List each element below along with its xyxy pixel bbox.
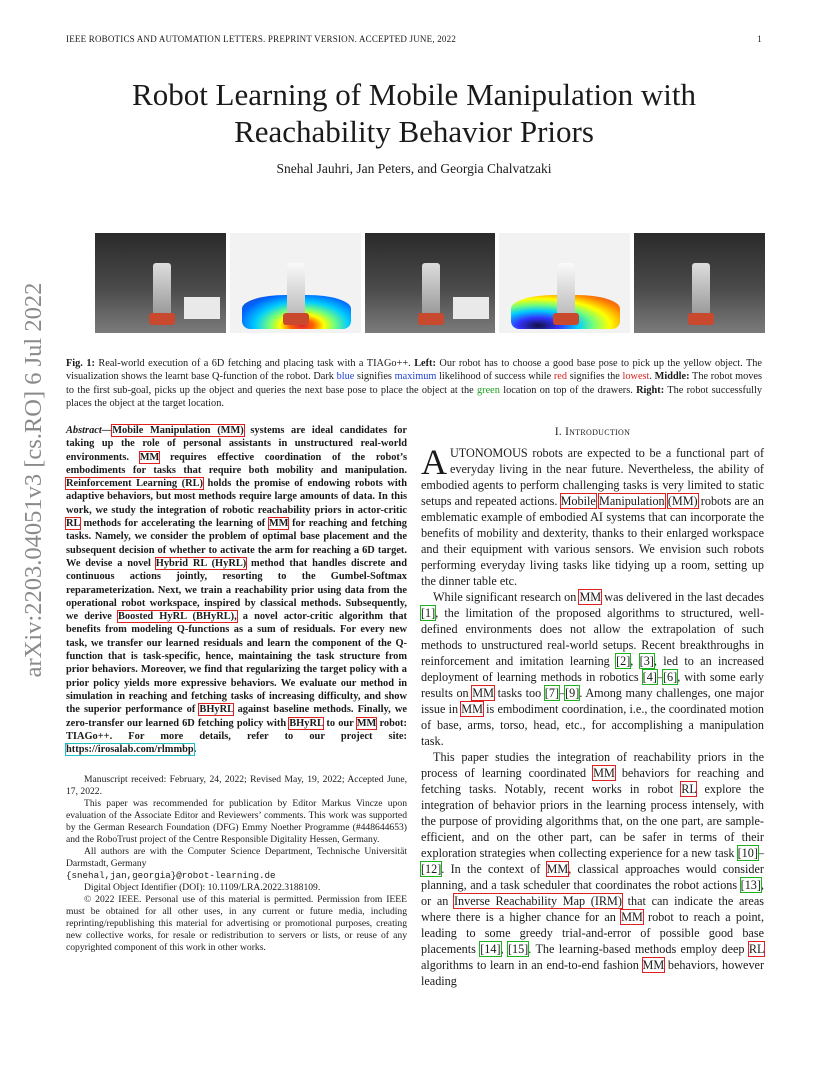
- intro-paragraph-3: This paper studies the integration of reachability priors in the process of learning coordinated MM behaviors for reaching and fetching tasks. Notably, recent works in robot RL explore the integration of behavior priors in the learning process intensely, with the purpose of providing algorithms that, on the one part, are sample-efficient, and on the other part, can be safer in terms of their exploration strategies when collecting experience for a new task [10]–[12]. In the context of MM, classical approaches would consider planning, and a task scheduler that coordinates the robot actions [13], or an Inverse Reachability Map (IRM) that can indicate the areas where there is a higher chance for an MM robot to reach a point, leading to some greedy trial-and-error of possible good base placements [14], [15]. The learning-based methods employ deep RL algorithms to learn in an end-to-end fashion MM behaviors, however leading: [421, 750, 765, 988]
- footnote-copyright: © 2022 IEEE. Personal use of this material is permitted. Permission from IEEE must be obtained for all other uses, in any current or future media, including reprinting/republishing this material for advertising or promotional purposes, creating new collective works, for resale or redistribution to servers or lists, or reuse of any copyrighted component of this work in other works.: [66, 894, 407, 954]
- project-url-link[interactable]: https://irosalab.com/rlmmbp: [66, 744, 194, 756]
- link-rl[interactable]: RL: [66, 518, 80, 530]
- arxiv-stamp: [6, 282, 62, 678]
- page-number: 1: [757, 34, 762, 44]
- citation-3[interactable]: [3]: [639, 654, 654, 668]
- title-line-1: Robot Learning of Mobile Manipulation with: [132, 77, 696, 112]
- paper-title: [66, 76, 762, 150]
- link-mm[interactable]: MM: [461, 702, 483, 716]
- footnote-recommended: This paper was recommended for publication by Editor Markus Vincze upon evaluation of the Associate Editor and Reviewers’ comments. This work was supported by the German Research Foundation (DFG) Emmy Noether Programme (#448644653) and the RoboTrust project of the Centre Responsible Digitality Hessen, Germany.: [66, 798, 407, 846]
- citation-1[interactable]: [1]: [421, 606, 436, 620]
- abstract: Abstract—Mobile Manipulation (MM) systems are ideal candidates for taking up the role of personal assistants in unstructured real-world environments. MM requires effective coordination of the robot’s embodiments for tasks that require both mobility and manipulation. Reinforcement Learning (RL) holds the promise of endowing robots with adaptive behaviors, but most methods require large amounts of data. In this work, we study the integration of robotic reachability priors in actor-critic RL methods for accelerating the learning of MM for reaching and fetching tasks. Namely, we consider the problem of optimal base placement and the subsequent decision of whether to activate the arm for reaching a 6D target. We devise a novel Hybrid RL (HyRL) method that handles discrete and continuous actions jointly, resorting to the Gumbel-Softmax reparameterization. Next, we train a reachability prior using data from the operational robot workspace, inspired by classical methods. Subsequently, we derive Boosted HyRL (BHyRL), a novel actor-critic algorithm that benefits from modeling Q-functions as a sum of residuals. For every new task, we transfer our learned residuals and learn the component of the Q-function that is task-specific, hence, maintaining the task structure from prior behaviors. Moreover, we find that regularizing the target policy with a prior policy yields more expressive behaviors. We evaluate our method in simulation in reaching and fetching tasks of increasing difficulty, and show the superior performance of BHyRL against baseline methods. Finally, we zero-transfer our learned 6D fetching policy with BHyRL to our MM robot: TIAGo++. For more details, refer to our project site: https://irosalab.com/rlmmbp.: [66, 425, 407, 756]
- left-column: [66, 424, 407, 954]
- photo-right-real-robot: [634, 233, 765, 333]
- citation-7[interactable]: [7]: [544, 686, 560, 700]
- citation-6[interactable]: [6]: [662, 670, 678, 684]
- intro-paragraph-1: AUTONOMOUS robots are expected to be a functional part of everyday living in the near future. Nevertheless, the ability of embodied agents to perform challenging tasks is very limited to static setups and repeated actions. Mobile Manipulation (MM) robots are an emblematic example of embodied AI systems that can incorporate the benefits of mobility and dexterity, thanks to their enlarged workspace and their equipment with various sensors. We envision such robots performing everyday living tasks like tidying up a room, setting up the dinner table etc.: [421, 442, 764, 588]
- citation-15[interactable]: [15]: [507, 942, 529, 956]
- arxiv-id: arXiv:2203.04051v3 [cs.RO] 6 Jul 2022: [20, 282, 47, 678]
- citation-10[interactable]: [10]: [737, 846, 758, 860]
- link-mm[interactable]: MM: [593, 766, 615, 780]
- link-mm-acronym[interactable]: Manipulation: [598, 494, 665, 508]
- author-list: Snehal Jauhri, Jan Peters, and Georgia Chalvatzaki: [276, 161, 552, 176]
- link-mm[interactable]: MM: [139, 451, 160, 463]
- link-bhyrl[interactable]: BHyRL: [289, 717, 324, 729]
- link-hyrl-acronym[interactable]: Hybrid RL (HyRL): [155, 557, 247, 569]
- footnote-received: Manuscript received: February, 24, 2022; Revised May, 19, 2022; Accepted June, 17, 2022.: [66, 774, 407, 798]
- photo-left-real-robot: [95, 233, 226, 333]
- link-mm-acronym[interactable]: Mobile Manipulation (MM): [112, 425, 244, 436]
- link-mm-acronym[interactable]: (MM): [667, 494, 698, 508]
- sim-left-qmap: [230, 233, 361, 333]
- link-mm[interactable]: MM: [546, 862, 569, 876]
- photo-middle-real-robot: [365, 233, 496, 333]
- citation-13[interactable]: [13]: [740, 878, 761, 892]
- link-mm[interactable]: MM: [356, 717, 377, 729]
- intro-paragraph-2: While significant research on MM was delivered in the last decades [1], the limitation of the proposed algorithms to structured, well-defined environments does not allow the extrapolation of such methods to unstructured real-world setups. Recent breakthroughs in reinforcement and imitation learning [2], [3], led to an increased deployment of learning methods in robotics [4]–[6], with some early results on MM tasks too [7]–[9]. Among many challenges, one major issue in MM is embodiment coordination, i.e., the coordinated motion of base, arms, torso, head, etc., for accomplishing a manipulation task.: [421, 590, 765, 748]
- citation-14[interactable]: [14]: [480, 942, 501, 956]
- footnotes: [66, 774, 407, 954]
- fig-label: Fig. 1:: [66, 358, 95, 369]
- figure-1: [95, 233, 765, 333]
- sim-right-qmap: [499, 233, 630, 333]
- citation-9[interactable]: [9]: [565, 686, 580, 700]
- running-header: [66, 34, 762, 44]
- title-line-2: Reachability Behavior Priors: [234, 114, 594, 149]
- figure-caption: Fig. 1: Real-world execution of a 6D fetching and placing task with a TIAGo++. Left: Our robot has to choose a good base pose to pick up the yellow object. The visualization shows the learnt base Q-function of the robot. Dark blue signifies maximum likelihood of success while red signifies the lowest. Middle: The robot moves to the first sub-goal, picks up the object and queries the next base pose to place the object at the green location on top of the drawers. Right: The robot successfully places the object at the target location.: [66, 358, 763, 410]
- citation-4[interactable]: [4]: [642, 670, 657, 684]
- link-mm[interactable]: MM: [268, 518, 289, 530]
- link-mm[interactable]: MM: [579, 590, 602, 604]
- section-heading-introduction: I. Introduction: [554, 426, 631, 438]
- link-bhyrl[interactable]: BHyRL: [199, 704, 234, 716]
- link-mm-acronym[interactable]: Mobile: [560, 494, 596, 508]
- right-column: [421, 424, 764, 989]
- citation-2[interactable]: [2]: [616, 654, 631, 668]
- footnote-emails: {snehal,jan,georgia}@robot-learning.de: [66, 870, 276, 882]
- link-rl-acronym[interactable]: Reinforcement Learning (RL): [66, 478, 204, 490]
- citation-12[interactable]: [12]: [421, 862, 442, 876]
- footnote-affiliation: All authors are with the Computer Science Department, Technische Universität Darmstadt, Germany: [66, 846, 407, 870]
- journal-header: IEEE ROBOTICS AND AUTOMATION LETTERS. PREPRINT VERSION. ACCEPTED JUNE, 2022: [66, 34, 457, 44]
- link-rl[interactable]: RL: [681, 782, 697, 796]
- drop-cap: A: [421, 442, 447, 482]
- footnote-doi: Digital Object Identifier (DOI): 10.1109/LRA.2022.3188109.: [84, 882, 321, 894]
- link-mm[interactable]: MM: [621, 910, 643, 924]
- link-irm-acronym[interactable]: Inverse Reachability Map (IRM): [454, 894, 622, 908]
- link-mm[interactable]: MM: [642, 958, 665, 972]
- link-rl[interactable]: RL: [748, 942, 764, 956]
- link-mm[interactable]: MM: [472, 686, 494, 700]
- link-bhyrl-acronym[interactable]: Boosted HyRL (BHyRL),: [118, 611, 237, 623]
